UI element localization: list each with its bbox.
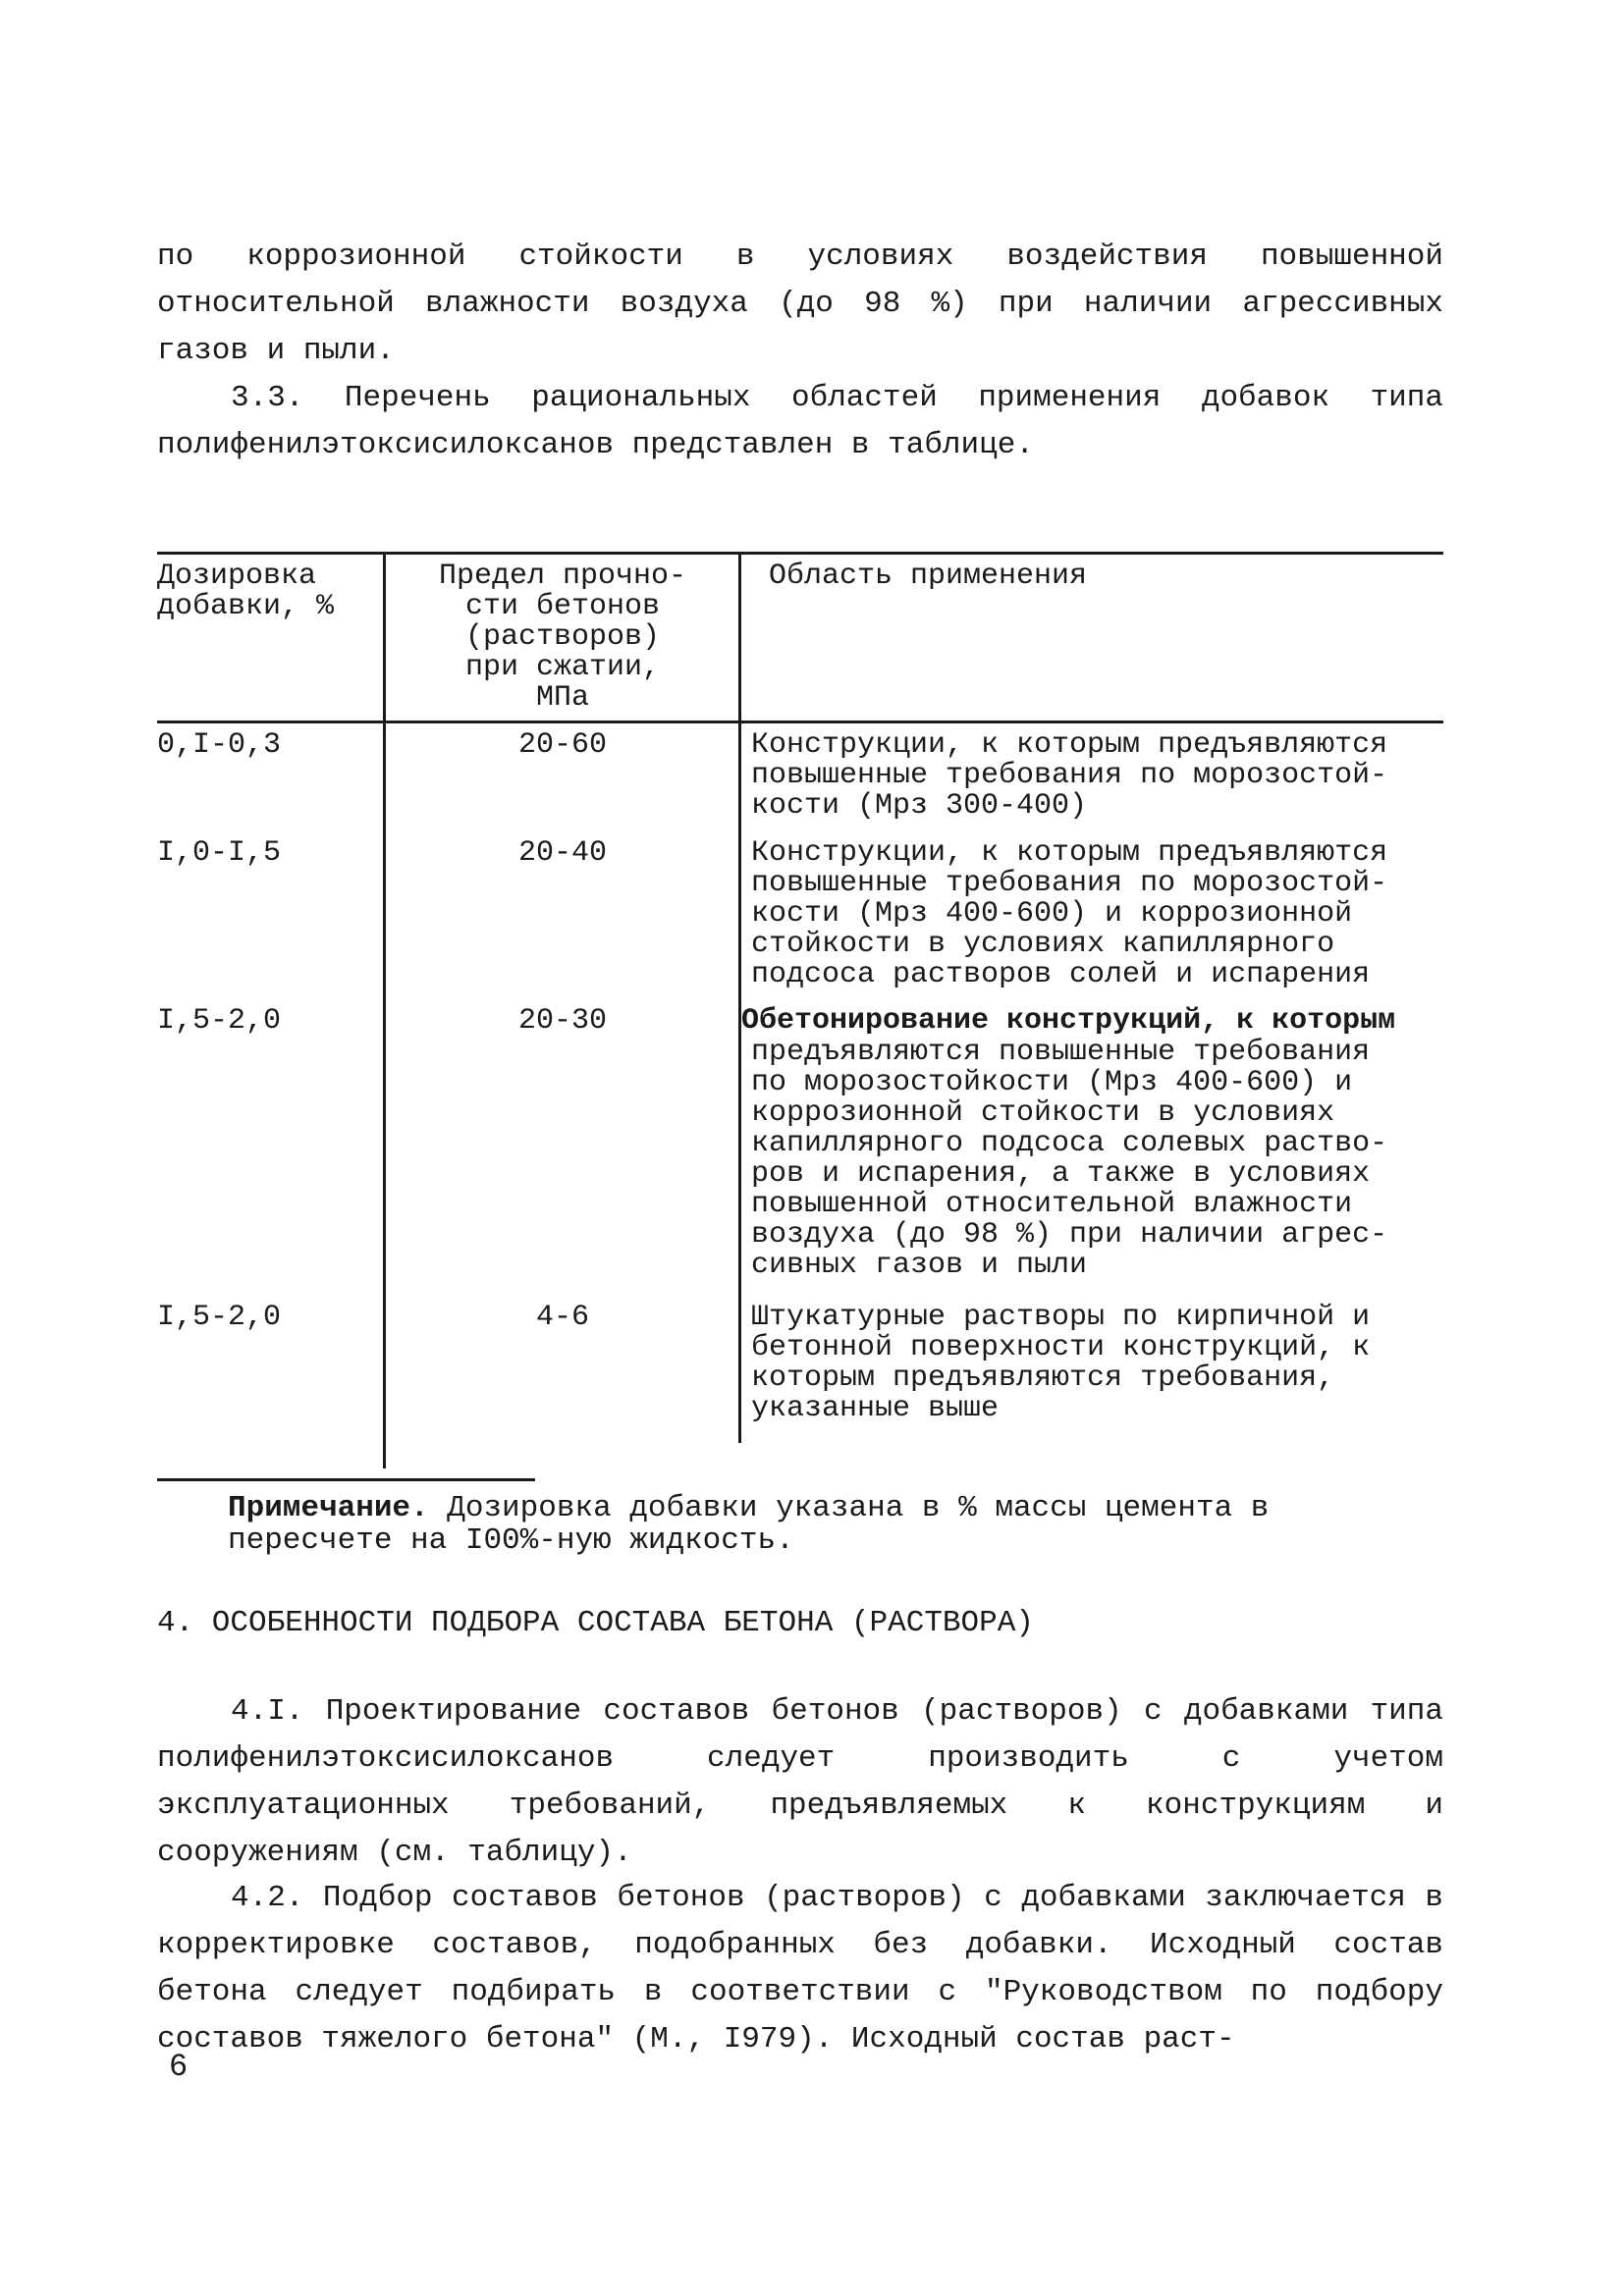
paragraph-3-3: 3.3. Перечень рациональных областей применения добавок типа полифенилэтоксисилоксанов представлен в таблице.	[157, 381, 1443, 462]
section-4-title: 4. ОСОБЕННОСТИ ПОДБОРА СОСТАВА БЕТОНА (РАСТВОРА)	[157, 1606, 1034, 1640]
paragraph-4-1: 4.I. Проектирование составов бетонов (растворов) с добавками типа полифенилэтоксисилоксанов следует производить с учетом эксплуатационных требований, предъявляемых к конструкциям и сооружениям (см. таблицу).	[157, 1694, 1443, 1870]
row-2-application: Конструкции, к которым предъявляются повышенные требования по морозостой- кости (Мрз 400-600) и коррозионной стойкости в условиях капиллярного подсоса растворов солей и испарения	[751, 836, 1388, 991]
note-text: Дозировка добавки указана в % массы цемента в пересчете на I00%-ную жидкость.	[228, 1491, 1270, 1558]
paragraph-4-2: 4.2. Подбор составов бетонов (растворов) с добавками заключается в корректировке составов, подобранных без добавки. Исходный состав бетона следует подбирать в соответствии с "Руководством по подбору составов тяжелого бетона" (М., I979). Исходный состав раст-	[157, 1881, 1443, 2056]
row-1-application: Конструкции, к которым предъявляются повышенные требования по морозостой- кости (Мрз 300-400)	[751, 728, 1388, 823]
row-1-strength: 20-60	[517, 728, 607, 762]
row-2-dosage: I,0-I,5	[157, 836, 282, 870]
table-header-rule	[157, 721, 1443, 723]
row-4-application: Штукатурные растворы по кирпичной и бетонной поверхности конструкций, к которым предъявляются требования, указанные выше	[751, 1301, 1371, 1425]
note-label: Примечание.	[228, 1491, 429, 1525]
page-number: 6	[169, 2049, 189, 2085]
intro-continuation: по коррозионной стойкости в условиях воздействия повышенной относительной влажности воздуха (до 98 %) при наличии агрессивных газов и пыли.	[157, 240, 1443, 368]
row-4-strength: 4-6	[535, 1301, 589, 1334]
row-3-application: предъявляются повышенные требования по морозостойкости (Мрз 400-600) и коррозионной стойкости в условиях капиллярного подсоса солевых раство- ров и испарения, а также в условиях повышенной относительной влажности воздуха (до 98 %) при наличии агрес- сивных газов и пыли	[751, 1036, 1388, 1282]
table-note	[228, 1492, 1435, 1557]
row-4-dosage: I,5-2,0	[157, 1301, 282, 1334]
row-1-dosage: 0,I-0,3	[157, 728, 282, 762]
header-strength: Предел прочно- сти бетонов (растворов) при сжатии, МПа	[438, 560, 687, 715]
table-bottom-rule	[157, 1478, 535, 1481]
header-dosage: Дозировка добавки, %	[157, 560, 335, 623]
table-column-divider-1	[383, 554, 386, 1468]
row-2-strength: 20-40	[517, 836, 607, 870]
row-3-strength: 20-30	[517, 1004, 607, 1038]
row-3-application-bold: Обетонирование конструкций, к которым	[741, 1004, 1396, 1038]
table-column-divider-2	[738, 554, 741, 1443]
row-3-dosage: I,5-2,0	[157, 1004, 282, 1038]
header-application: Область применения	[769, 560, 1088, 593]
table-top-rule	[157, 552, 1443, 555]
